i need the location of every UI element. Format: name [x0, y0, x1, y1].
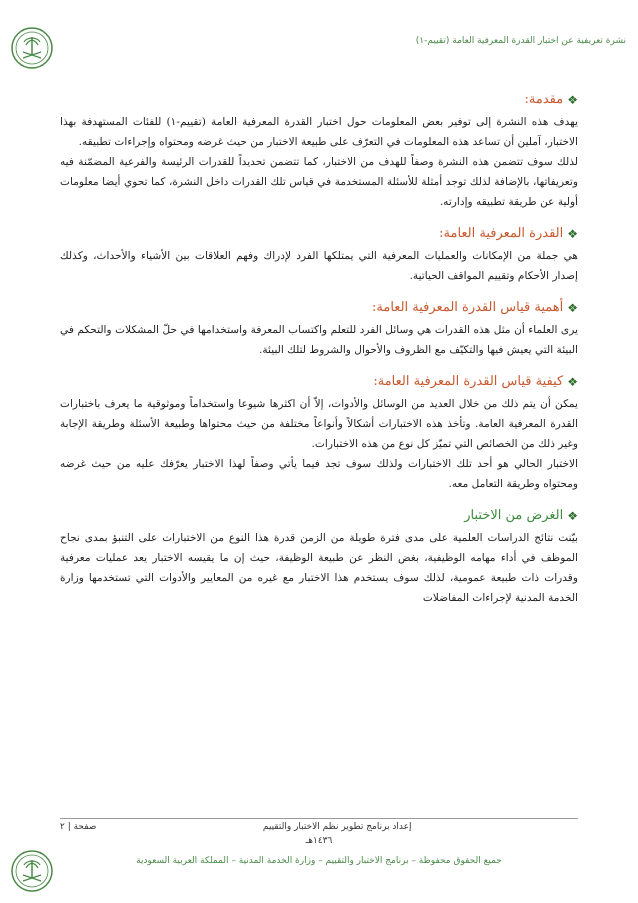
paragraph: بيّنت نتائج الدراسات العلمية على مدى فترة طويلة من الزمن قدرة هذا النوع من الاختبارات على التنبؤ بمدى نجاح الموظف في أداء مهامه الوظيفية، بغض النظر عن طبيعة الوظيفة، حيث إن ما يقيسه الاختبار يعد عمليات معرفية وقدرات ذات طبيعة عمومية، لذلك سوف يستخدم هذا الاختبار مع غيره من المعايير والأدوات التي تستخدمها وزارة الخدمة المدنية لإجراءات المفاضلات [60, 532, 578, 604]
heading-text: الغرض من الاختبار [464, 508, 564, 523]
running-title: نشرة تعريفية عن اختبار القدرة المعرفية العامة (تقييم-١) [415, 36, 626, 46]
page-number: صفحة | ٢ [60, 822, 97, 832]
heading-text: القدرة المعرفية العامة: [439, 226, 564, 241]
diamond-bullet-icon: ❖ [567, 508, 578, 523]
paragraph: يهدف هذه النشرة إلى توفير بعض المعلومات حول اختبار القدرة المعرفية العامة (تقييم-١) للفئات المستهدفة بهذا الاختبار، آملين أن تساعد هذه المعلومات في التعرّف على طبيعة الاختبار من حيث غرضه ومحتواه وإجراءات تطبيقه. [60, 116, 578, 148]
paragraph: يرى العلماء أن مثل هذه القدرات هي وسائل الفرد للتعلم واكتساب المعرفة واستخدامها في حلّ المشكلات والتحكم في البيئة التي يعيش فيها والتكيّف مع الظروف والأحوال والشروط لتلك البيئة. [60, 324, 578, 356]
palm-emblem-icon [10, 849, 54, 893]
section-heading [60, 226, 578, 241]
section-purpose [60, 508, 578, 608]
section-importance [60, 300, 578, 360]
diamond-bullet-icon: ❖ [567, 300, 578, 315]
section-heading [60, 508, 578, 523]
diamond-bullet-icon: ❖ [567, 226, 578, 241]
paragraph: لذلك سوف تتضمن هذه النشرة وصفاً للهدف من الاختبار، كما تتضمن تحديداً للقدرات الرئيسة والفرعية المضمّنة فيه وتعريفاتها، بالإضافة لذلك توجد أمثلة للأسئلة المستخدمة في قياس تلك القدرات داخل النشرة، كما تحوي أيضا معلومات أولية عن طريقة تطبيقه وإدارته. [60, 156, 578, 208]
prepared-by: إعداد برنامج تطوير نظم الاختبار والتقييم [262, 822, 412, 832]
footer [60, 822, 578, 832]
section-heading [60, 300, 578, 315]
section-heading [60, 374, 578, 389]
heading-text: أهمية قياس القدرة المعرفية العامة: [372, 300, 564, 315]
heading-text: كيفية قياس القدرة المعرفية العامة: [373, 374, 564, 389]
section-heading [60, 92, 578, 107]
paragraph: الاختبار الحالي هو أحد تلك الاختبارات ولذلك سوف تجد فيما يأتي وصفاً لهذا الاختبار يعرّفك عليه من حيث غرضه ومحتواه وطريقة التعامل معه. [60, 458, 578, 490]
diamond-bullet-icon: ❖ [567, 92, 578, 107]
paragraph: يمكن أن يتم ذلك من خلال العديد من الوسائل والأدوات، إلاّ أن اكثرها شيوعا واستخداماً وموثوقية ما يعرف باختبارات القدرة المعرفية العامة. وتأخذ هذه الاختبارات أشكالاً وأنواعاً مختلفة من حيث محتواها وطبيعة الأسئلة وطريقة الإجابة وغير ذلك من الخصائص التي تميّز كل نوع من هذه الاختبارات. [60, 398, 578, 450]
section-introduction [60, 92, 578, 212]
section-general-cognitive-ability [60, 226, 578, 286]
paragraph: هي جملة من الإمكانات والعمليات المعرفية التي يمتلكها الفرد لإدراك وفهم العلاقات بين الأشياء والأحداث، وكذلك إصدار الأحكام وتقييم المواقف الحياتية. [60, 250, 578, 282]
heading-text: مقدمة: [524, 92, 564, 107]
footer-year: ١٤٣٦هـ [305, 836, 333, 846]
document-body [60, 92, 578, 622]
diamond-bullet-icon: ❖ [567, 374, 578, 389]
footer-rights: جميع الحقوق محفوظة – برنامج الاختبار والتقييم – وزارة الخدمة المدنية – المملكة العربية السعودية [136, 856, 502, 866]
palm-emblem-icon [10, 26, 54, 70]
footer-divider [60, 818, 578, 819]
section-how-to-measure [60, 374, 578, 494]
